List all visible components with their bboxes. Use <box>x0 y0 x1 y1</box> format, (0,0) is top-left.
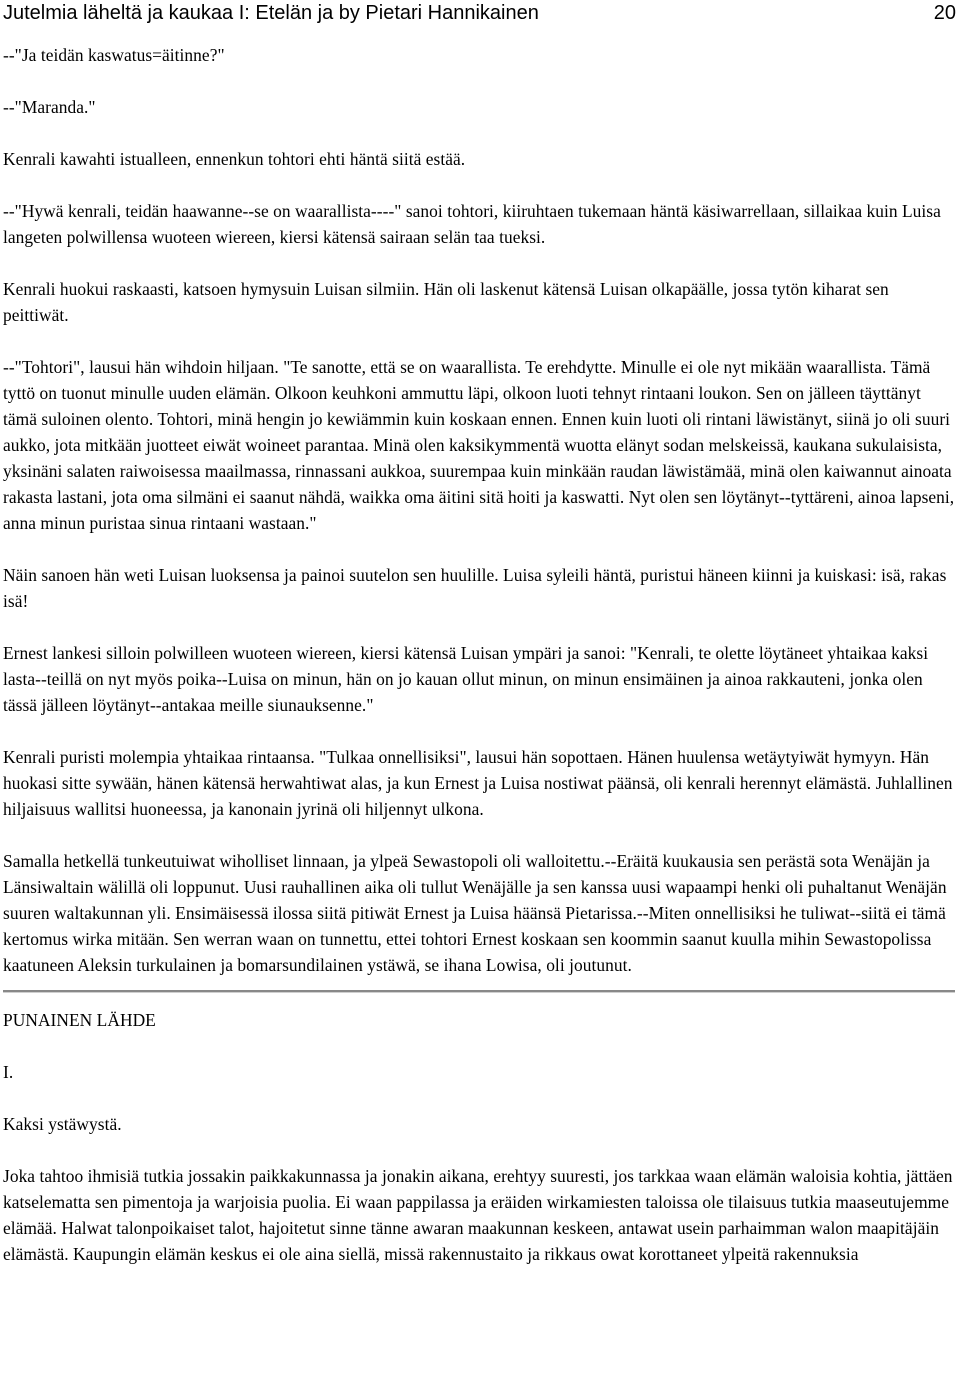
paragraph: Kenrali puristi molempia yhtaikaa rintaansa. "Tulkaa onnellisiksi", lausui hän sopottaen. Hänen huulensa wetäytyiwät hymyyn. Hän huokasi sitte sywään, hänen kätensä herwahtiwat alas, ja kun Ernest ja Luisa nostiwat päänsä, oli kenrali herennyt elämästä. Juhlallinen hiljaisuus wallitsi huoneessa, ja kanonain jyrinä oli hiljennyt ulkona. <box>3 747 953 819</box>
page-number: 20 <box>933 2 956 24</box>
section-title: PUNAINEN LÄHDE <box>3 1010 156 1030</box>
chapter-number: I. <box>3 1062 14 1082</box>
paragraph: --"Hywä kenrali, teidän haawanne--se on waarallista----" sanoi tohtori, kiiruhtaen tukemaan häntä käsiwarrellaan, sillaikaa kuin Luisa langeten polwillensa wuoteen wiereen, kiersi kätensä sairaan selän taa tueksi. <box>3 201 941 247</box>
paragraph: Kenrali kawahti istualleen, ennenkun tohtori ehti häntä siitä estää. <box>3 149 466 169</box>
paragraph: Samalla hetkellä tunkeutuiwat wiholliset linnaan, ja ylpeä Sewastopoli oli walloitettu.--Eräitä kuukausia sen perästä sota Wenäjän ja Länsiwaltain wälillä oli loppunut. Uusi rauhallinen aika oli tullut Wenäjälle ja sen kanssa uusi wapaampi henki oli puhaltanut Wenäjän suuren waltakunnan yli. Ensimäisessä ilossa siitä pitiwät Ernest ja Luisa häänsä Pietarissa.--Miten onnellisiksi he tuliwat--siitä ei tämä kertomus wirka mitään. Sen werran waan on tunnettu, ettei tohtori Ernest koskaan sen koommin saanut kuulla mihin Sewastopolissa kaatuneen Aleksin turkulainen ja bomarsundilainen ystäwä, se ihana Lowisa, oli joutunut. <box>3 851 947 975</box>
paragraph: --"Ja teidän kaswatus=äitinne?" <box>3 45 225 65</box>
paragraph: Ernest lankesi silloin polwilleen wuoteen wiereen, kiersi kätensä Luisan ympäri ja sanoi: "Kenrali, te olette löytäneet yhtaikaa kaksi lasta--teillä on nyt myös poika--Luisa on minun, hän on jo kauan ollut minun, on minun ensimäinen ja ainoa rakkauteni, jonka olen tässä jälleen löytänyt--antakaa meille siunauksenne." <box>3 643 929 715</box>
chapter-title: Kaksi ystäwystä. <box>3 1114 122 1134</box>
paragraph: --"Tohtori", lausui hän wihdoin hiljaan. "Te sanotte, että se on waarallista. Te erehdytte. Minulle ei ole nyt mikään waarallista. Tämä tyttö on tuonut minulle uuden elämän. Olkoon keuhkoni ammuttu läpi, olkoon luoti tehnyt rintaani loukon. Sen on jälleen täyttänyt tämä suloinen olento. Tohtori, minä hengin jo kewiämmin kuin koskaan ennen. Ennen kuin luoti oli rintani läwistänyt, siinä jo oli suuri aukko, jota mitkään juotteet eiwät woineet parantaa. Minä olen kaksikymmentä wuotta elänyt sodan melskeissä, kaukana sukulaisista, yksinäni salaten raiwoisessa maailmassa, rinnassani aukkoa, suurempaa kuin minkään raudan läwistämää, minä olen kaiwannut ainoata rakasta lastani, jota oma silmäni ei saanut nähdä, waikka oma äitini sitä hoiti ja kaswatti. Nyt olen sen löytänyt--tyttäreni, ainoa lapseni, anna minun puristaa sinua rintaani wastaan." <box>3 357 955 533</box>
paragraph: Joka tahtoo ihmisiä tutkia jossakin paikkakunnassa ja jonakin aikana, erehtyy suuresti, jos tarkkaa waan elämän waloisia kohtia, jättäen katselematta sen pimentoja ja warjoisia puolia. Ei waan pappilassa ja eräiden wirkamiesten taloissa ole tilaisuus tutkia maaseutujemme elämää. Halwat talonpoikaiset talot, hajoitetut sinne tänne awaran maakunnan keskeen, antawat usein parhaimman walon maapitäjäin elämästä. Kaupungin elämän keskus ei ole aina siellä, missä rakennustaito ja rikkaus owat korottaneet ylpeitä rakennuksia <box>3 1166 953 1264</box>
book-title: Jutelmia läheltä ja kaukaa I: Etelän ja by Pietari Hannikainen <box>3 2 539 24</box>
paragraph: Kenrali huokui raskaasti, katsoen hymysuin Luisan silmiin. Hän oli laskenut kätensä Luisan olkapäälle, jossa tytön kiharat sen peittiwät. <box>3 279 889 325</box>
running-header <box>3 0 956 26</box>
document-body <box>3 42 955 1293</box>
paragraph: Näin sanoen hän weti Luisan luoksensa ja painoi suutelon sen huulille. Luisa syleili häntä, puristui häneen kiinni ja kuiskasi: isä, rakas isä! <box>3 565 947 611</box>
paragraph: --"Maranda." <box>3 97 96 117</box>
section-divider <box>3 990 955 993</box>
